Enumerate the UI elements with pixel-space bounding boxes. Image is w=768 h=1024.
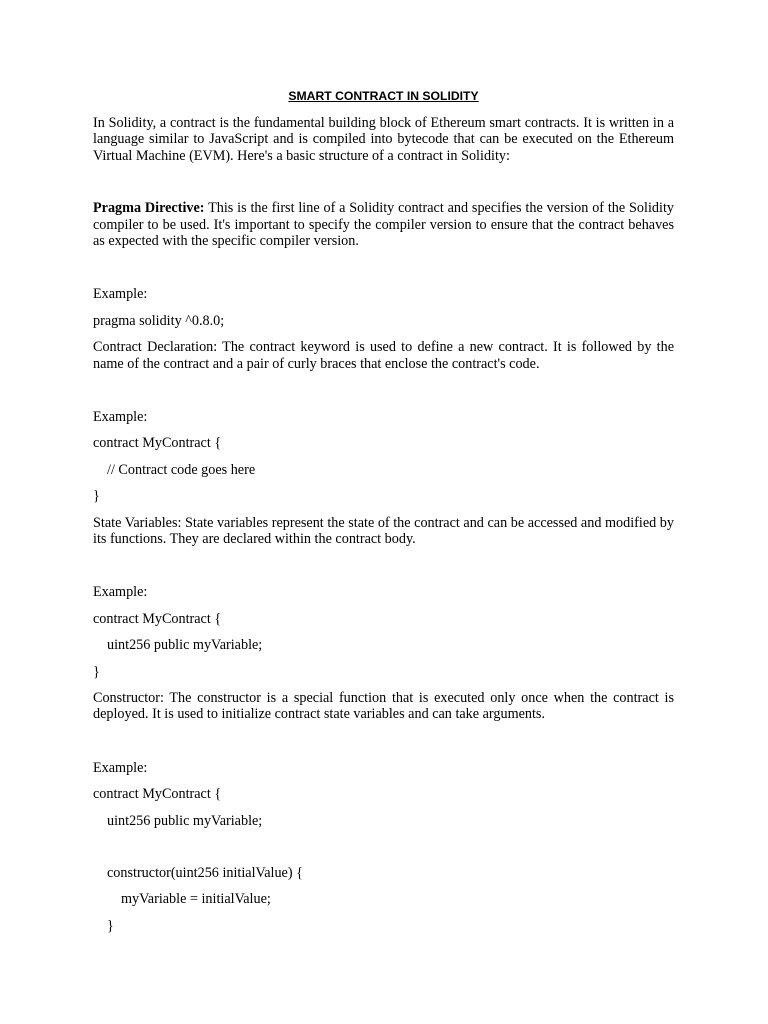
document-title: SMART CONTRACT IN SOLIDITY xyxy=(288,89,479,103)
constructor-code-line: uint256 public myVariable; xyxy=(107,812,263,829)
state-code-line: } xyxy=(93,663,100,680)
constructor-example-label: Example: xyxy=(93,759,148,776)
constructor-code-line: constructor(uint256 initialValue) { xyxy=(107,864,303,881)
constructor-code-line: } xyxy=(107,917,114,934)
pragma-text: This is the first line of a Solidity contract and specifies the version of the Solidity compiler to be used. It's important to specify the compiler version to ensure that the contract behaves as expected with the specific compiler version. xyxy=(93,200,674,250)
intro-paragraph: In Solidity, a contract is the fundamental building block of Ethereum smart contracts. It is written in a language similar to JavaScript and is compiled into bytecode that can be executed on the Ethereum Virtual Machine (EVM). Here's a basic structure of a contract in Solidity: xyxy=(93,115,674,164)
pragma-heading: Pragma Directive: xyxy=(93,200,205,217)
declaration-code-line: contract MyContract { xyxy=(93,435,222,452)
state-code-line: uint256 public myVariable; xyxy=(107,637,263,654)
constructor-code-line: myVariable = initialValue; xyxy=(121,891,271,908)
declaration-code-line: } xyxy=(93,488,100,505)
pragma-paragraph xyxy=(93,200,674,249)
document-page xyxy=(93,86,674,934)
declaration-code-line: // Contract code goes here xyxy=(107,461,256,478)
state-code-line: contract MyContract { xyxy=(93,610,222,627)
declaration-example-label: Example: xyxy=(93,409,148,426)
pragma-example-label: Example: xyxy=(93,286,148,303)
constructor-code-line: contract MyContract { xyxy=(93,786,222,803)
state-variables-paragraph: State Variables: State variables represent the state of the contract and can be accessed and modified by its functions. They are declared within the contract body. xyxy=(93,514,674,547)
state-example-label: Example: xyxy=(93,584,148,601)
pragma-code: pragma solidity ^0.8.0; xyxy=(93,312,225,329)
declaration-paragraph: Contract Declaration: The contract keyword is used to define a new contract. It is followed by the name of the contract and a pair of curly braces that enclose the contract's code. xyxy=(93,339,674,372)
constructor-paragraph: Constructor: The constructor is a special function that is executed only once when the contract is deployed. It is used to initialize contract state variables and can take arguments. xyxy=(93,689,674,723)
